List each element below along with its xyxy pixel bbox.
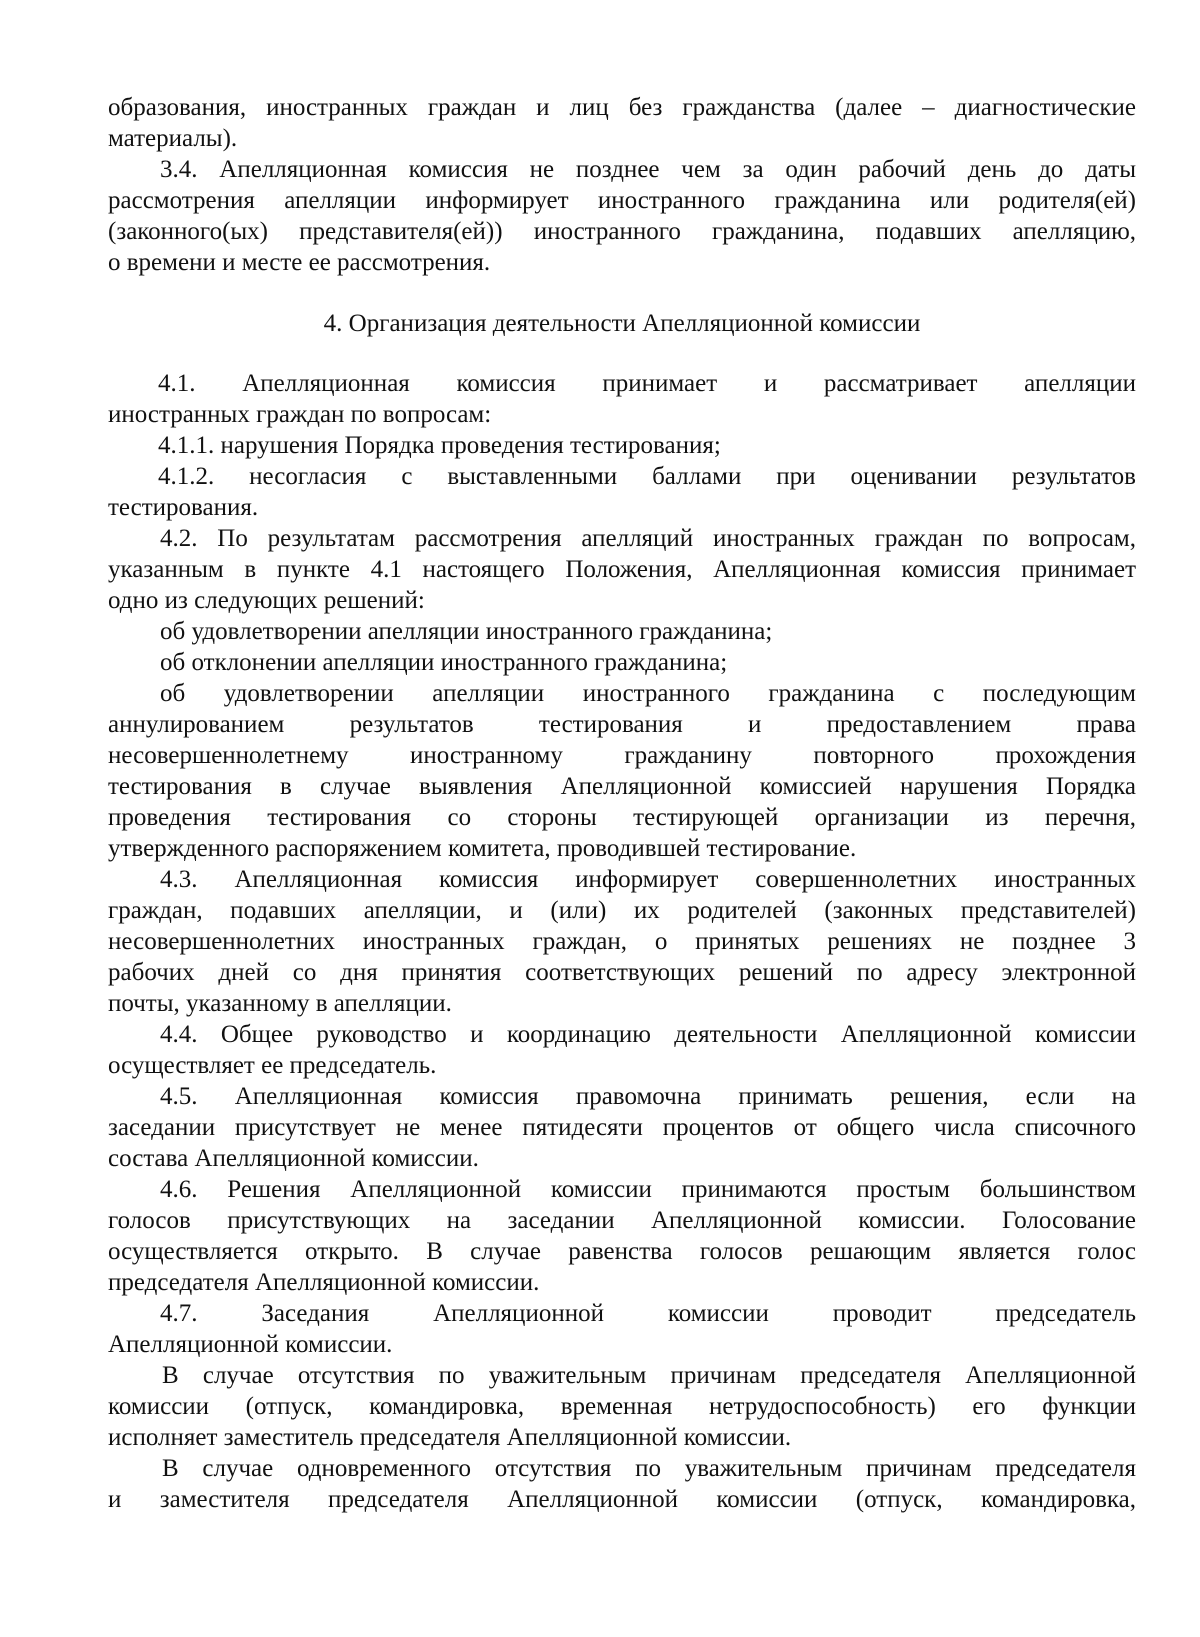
text-line: о времени и месте ее рассмотрения. [108, 249, 491, 276]
text-line: одно из следующих решений: [108, 587, 425, 614]
paragraph-simultaneous-absence: В случае одновременного отсутствия по уважительным причинам председателя [162, 1455, 1136, 1482]
text-line: (законного(ых) представителя(ей)) иностранного гражданина, подавших апелляцию, [108, 218, 1136, 245]
decision-option: об удовлетворении апелляции иностранного гражданина с последующим [160, 680, 1136, 707]
text-line: голосов присутствующих на заседании Апелляционной комиссии. Голосование [108, 1207, 1136, 1234]
text-line: граждан, подавших апелляции, и (или) их родителей (законных представителей) [108, 897, 1136, 924]
text-line: аннулированием результатов тестирования и предоставлением права [108, 711, 1136, 738]
text-line: образования, иностранных граждан и лиц без гражданства (далее – диагностические [108, 94, 1136, 121]
text-line: рабочих дней со дня принятия соответствующих решений по адресу электронной [108, 959, 1136, 986]
paragraph-4-3: 4.3. Апелляционная комиссия информирует совершеннолетних иностранных [160, 866, 1136, 893]
text-line: заседании присутствует не менее пятидесяти процентов от общего числа списочного [108, 1114, 1136, 1141]
text-line: проведения тестирования со стороны тестирующей организации из перечня, [108, 804, 1136, 831]
text-line: комиссии (отпуск, командировка, временная нетрудоспособность) его функции [108, 1393, 1136, 1420]
decision-option: об отклонении апелляции иностранного гражданина; [160, 649, 728, 676]
paragraph-absence: В случае отсутствия по уважительным причинам председателя Апелляционной [162, 1362, 1136, 1389]
paragraph-4-5: 4.5. Апелляционная комиссия правомочна принимать решения, если на [160, 1083, 1136, 1110]
paragraph-4-6: 4.6. Решения Апелляционной комиссии принимаются простым большинством [160, 1176, 1136, 1203]
text-line: осуществляется открыто. В случае равенства голосов решающим является голос [108, 1238, 1136, 1265]
text-line: почты, указанному в апелляции. [108, 990, 452, 1017]
text-line: исполняет заместитель председателя Апелляционной комиссии. [108, 1424, 792, 1451]
text-line: председателя Апелляционной комиссии. [108, 1269, 540, 1296]
paragraph-4-1-2: 4.1.2. несогласия с выставленными баллами при оценивании результатов [158, 463, 1136, 490]
paragraph-4-1-1: 4.1.1. нарушения Порядка проведения тестирования; [158, 432, 721, 459]
text-line: указанным в пункте 4.1 настоящего Положения, Апелляционная комиссия принимает [108, 556, 1136, 583]
paragraph-4-1: 4.1. Апелляционная комиссия принимает и рассматривает апелляции [158, 370, 1136, 397]
paragraph-4-2: 4.2. По результатам рассмотрения апелляций иностранных граждан по вопросам, [160, 525, 1136, 552]
text-line: тестирования. [108, 494, 259, 521]
text-line: осуществляет ее председатель. [108, 1052, 437, 1079]
text-line: несовершеннолетних иностранных граждан, о принятых решениях не позднее 3 [108, 928, 1136, 955]
paragraph-3-4: 3.4. Апелляционная комиссия не позднее чем за один рабочий день до даты [160, 156, 1136, 183]
paragraph-4-4: 4.4. Общее руководство и координацию деятельности Апелляционной комиссии [160, 1021, 1136, 1048]
paragraph-4-7: 4.7. Заседания Апелляционной комиссии проводит председатель [160, 1300, 1136, 1327]
decision-option: об удовлетворении апелляции иностранного гражданина; [160, 618, 773, 645]
text-line: утвержденного распоряжением комитета, проводившей тестирование. [108, 835, 857, 862]
section-heading: 4. Организация деятельности Апелляционной комиссии [323, 310, 921, 337]
text-line: несовершеннолетнему иностранному гражданину повторного прохождения [108, 742, 1136, 769]
text-line: рассмотрения апелляции информирует иностранного гражданина или родителя(ей) [108, 187, 1136, 214]
text-line: иностранных граждан по вопросам: [108, 401, 492, 428]
text-line: материалы). [108, 125, 238, 152]
text-line: и заместителя председателя Апелляционной комиссии (отпуск, командировка, [108, 1486, 1136, 1513]
text-line: Апелляционной комиссии. [108, 1331, 393, 1358]
text-line: тестирования в случае выявления Апелляционной комиссией нарушения Порядка [108, 773, 1136, 800]
text-line: состава Апелляционной комиссии. [108, 1145, 479, 1172]
